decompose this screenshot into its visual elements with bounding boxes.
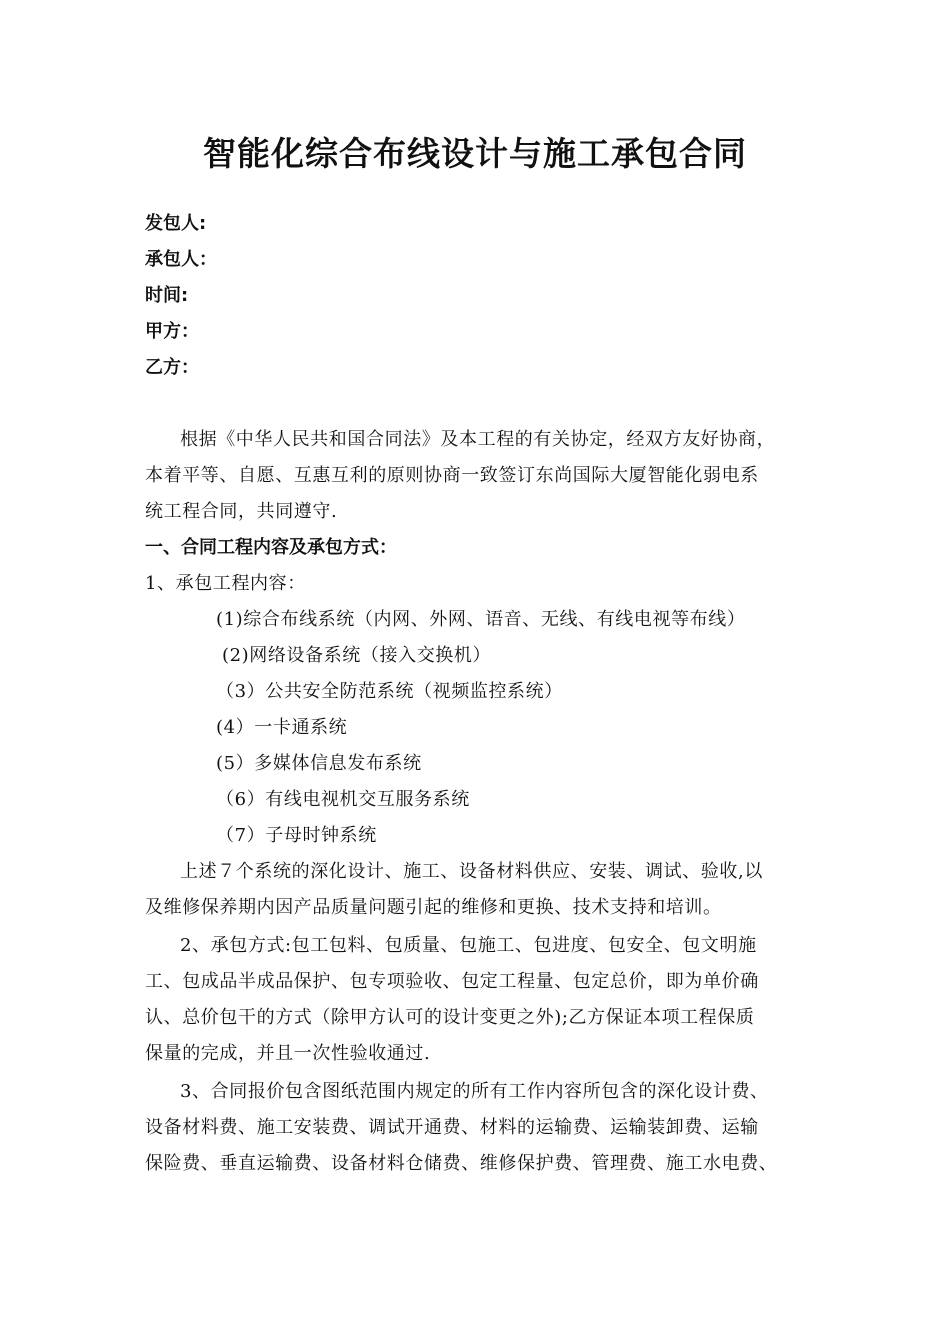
employer-label: 发包人: [145,213,207,234]
time-label: 时间: [145,285,189,306]
scope-line-2: 及维修保养期内因产品质量问题引起的维修和更换、技术支持和培训。 [145,897,722,918]
scope-line-1: 上述７个系统的深化设计、施工、设备材料供应、安装、调试、验收,以 [180,861,763,882]
intro-line-1: 根据《中华人民共和国合同法》及本工程的有关协定，经双方友好协商， [180,429,776,450]
item-2-line-3: 认、总价包干的方式（除甲方认可的设计变更之外);乙方保证本项工程保质 [145,1007,755,1028]
party-b-label: 乙方： [145,357,199,378]
intro-line-2: 本着平等、自愿、互惠互利的原则协商一致签订东尚国际大厦智能化弱电系 [145,465,759,486]
contractor-label: 承包人： [145,249,217,270]
system-item-7: （7）子母时钟系统 [216,825,377,846]
party-a-label: 甲方： [145,321,199,342]
system-item-4: (4）一卡通系统 [216,717,348,738]
item-1-label: 1、承包工程内容： [145,573,306,594]
system-item-2: (2)网络设备系统（接入交换机） [222,645,492,666]
document-title: 智能化综合布线设计与施工承包合同 [203,134,747,173]
system-item-6: （6）有线电视机交互服务系统 [216,789,470,810]
item-3-line-2: 设备材料费、施工安装费、调试开通费、材料的运输费、运输装卸费、运输 [145,1117,759,1138]
section-1-heading: 一、合同工程内容及承包方式： [145,537,397,558]
system-item-3: （3）公共安全防范系统（视频监控系统） [216,681,563,702]
intro-line-3: 统工程合同，共同遵守. [145,501,338,522]
item-2-line-4: 保量的完成，并且一次性验收通过. [145,1043,431,1064]
item-2-line-1: 2、承包方式:包工包料、包质量、包施工、包进度、包安全、包文明施 [180,935,757,956]
item-3-line-1: 3、合同报价包含图纸范围内规定的所有工作内容所包含的深化设计费、 [180,1081,769,1102]
item-2-line-2: 工、包成品半成品保护、包专项验收、包定工程量、包定总价，即为单价确 [145,971,759,992]
system-item-5: (5）多媒体信息发布系统 [216,753,422,774]
system-item-1: (1)综合布线系统（内网、外网、语音、无线、有线电视等布线） [216,609,746,630]
item-3-line-3: 保险费、垂直运输费、设备材料仓储费、维修保护费、管理费、施工水电费、 [145,1153,778,1174]
